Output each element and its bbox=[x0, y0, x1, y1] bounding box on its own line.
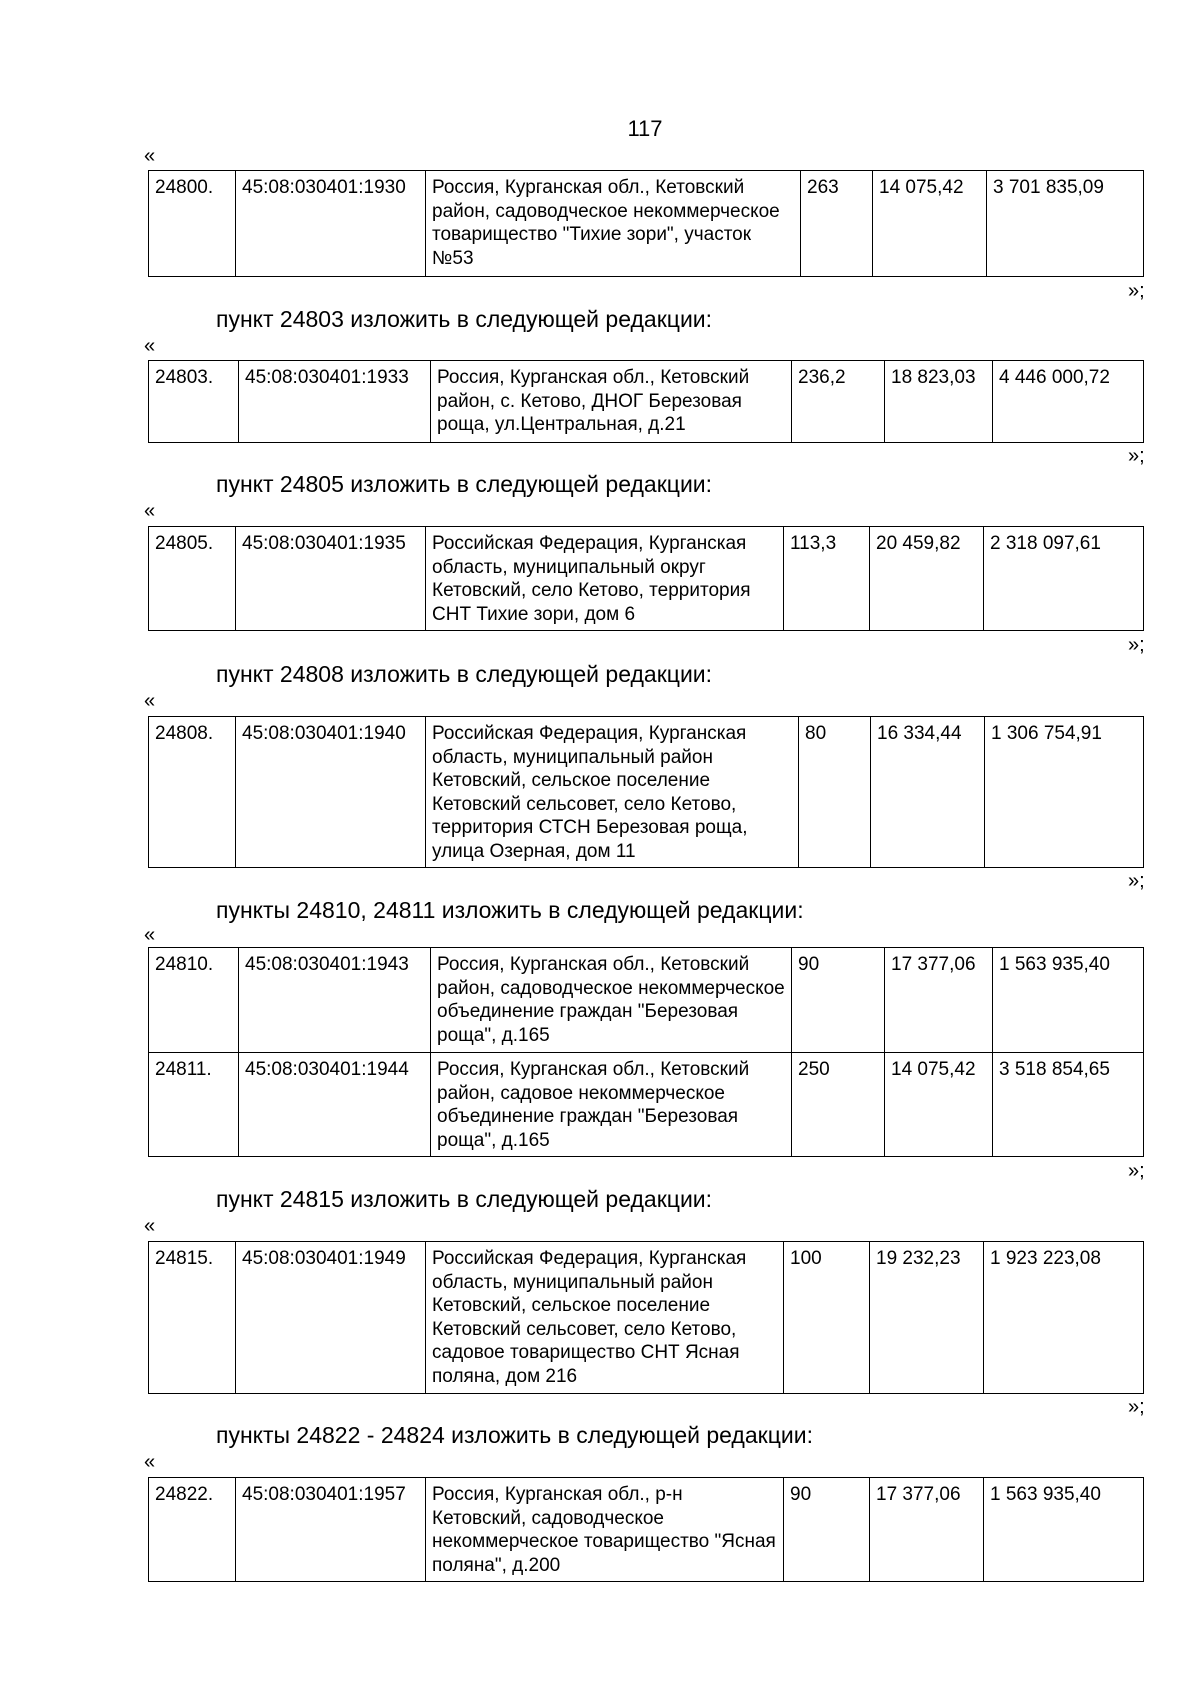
amendment-heading: пункт 24808 изложить в следующей редакции: bbox=[216, 661, 713, 687]
amendment-heading: пункты 24822 - 24824 изложить в следующей редакции: bbox=[216, 1422, 813, 1448]
item-number: 24810. bbox=[149, 948, 239, 1053]
rate: 16 334,44 bbox=[871, 717, 985, 868]
address: Россия, Курганская обл., р-н Кетовский, садоводческое некоммерческое товарищество "Ясная поляна", д.200 bbox=[426, 1478, 784, 1582]
item-number: 24822. bbox=[149, 1478, 236, 1582]
cadastral-number: 45:08:030401:1935 bbox=[236, 527, 426, 631]
address: Россия, Курганская обл., Кетовский район, садоводческое некоммерческое объединение граждан "Березовая роща", д.165 bbox=[431, 948, 792, 1053]
record-table bbox=[148, 360, 1144, 443]
table-row bbox=[149, 717, 1144, 868]
amendment-heading: пункт 24805 изложить в следующей редакции: bbox=[216, 471, 713, 497]
address: Российская Федерация, Курганская область, муниципальный район Кетовский, сельское поселение Кетовский сельсовет, село Кетово, территория СТСН Березовая роща, улица Озерная, дом 11 bbox=[426, 717, 799, 868]
cadastral-value: 1 563 935,40 bbox=[984, 1478, 1144, 1582]
open-quote: « bbox=[144, 335, 156, 357]
record-table bbox=[148, 716, 1144, 868]
amendment-heading: пункт 24803 изложить в следующей редакции: bbox=[216, 306, 713, 332]
table-row bbox=[149, 1053, 1144, 1157]
cadastral-number: 45:08:030401:1949 bbox=[236, 1242, 426, 1394]
rate: 17 377,06 bbox=[870, 1478, 984, 1582]
rate: 17 377,06 bbox=[885, 948, 993, 1053]
address: Россия, Курганская обл., Кетовский район, садовое некоммерческое объединение граждан "Березовая роща", д.165 bbox=[431, 1053, 792, 1157]
cadastral-number: 45:08:030401:1957 bbox=[236, 1478, 426, 1582]
cadastral-value: 3 518 854,65 bbox=[993, 1053, 1144, 1157]
close-quote: »; bbox=[1128, 634, 1145, 656]
open-quote: « bbox=[144, 1215, 156, 1237]
rate: 19 232,23 bbox=[870, 1242, 984, 1394]
open-quote: « bbox=[144, 924, 156, 946]
area: 236,2 bbox=[792, 361, 885, 443]
cadastral-number: 45:08:030401:1944 bbox=[239, 1053, 431, 1157]
page-number: 117 bbox=[627, 116, 663, 141]
record-table bbox=[148, 947, 1144, 1157]
open-quote: « bbox=[144, 1451, 156, 1473]
cadastral-value: 3 701 835,09 bbox=[987, 171, 1144, 277]
record-table bbox=[148, 526, 1144, 631]
rate: 20 459,82 bbox=[870, 527, 984, 631]
cadastral-number: 45:08:030401:1933 bbox=[239, 361, 431, 443]
item-number: 24805. bbox=[149, 527, 236, 631]
rate: 14 075,42 bbox=[873, 171, 987, 277]
address: Россия, Курганская обл., Кетовский район, с. Кетово, ДНОГ Березовая роща, ул.Центральная, д.21 bbox=[431, 361, 792, 443]
open-quote: « bbox=[144, 145, 156, 167]
item-number: 24815. bbox=[149, 1242, 236, 1394]
cadastral-value: 4 446 000,72 bbox=[993, 361, 1144, 443]
table-row bbox=[149, 171, 1144, 277]
close-quote: »; bbox=[1128, 445, 1145, 467]
area: 263 bbox=[801, 171, 873, 277]
cadastral-value: 1 563 935,40 bbox=[993, 948, 1144, 1053]
item-number: 24808. bbox=[149, 717, 236, 868]
table-row bbox=[149, 527, 1144, 631]
area: 90 bbox=[792, 948, 885, 1053]
item-number: 24803. bbox=[149, 361, 239, 443]
cadastral-value: 1 923 223,08 bbox=[984, 1242, 1144, 1394]
table-row bbox=[149, 361, 1144, 443]
close-quote: »; bbox=[1128, 870, 1145, 892]
address: Российская Федерация, Курганская область, муниципальный округ Кетовский, село Кетово, территория СНТ Тихие зори, дом 6 bbox=[426, 527, 784, 631]
amendment-heading: пункт 24815 изложить в следующей редакции: bbox=[216, 1186, 713, 1212]
table-row bbox=[149, 1478, 1144, 1582]
area: 100 bbox=[784, 1242, 870, 1394]
open-quote: « bbox=[144, 690, 156, 712]
area: 80 bbox=[799, 717, 871, 868]
area: 250 bbox=[792, 1053, 885, 1157]
close-quote: »; bbox=[1128, 1396, 1145, 1418]
close-quote: »; bbox=[1128, 280, 1145, 302]
item-number: 24800. bbox=[149, 171, 236, 277]
item-number: 24811. bbox=[149, 1053, 239, 1157]
table-row bbox=[149, 948, 1144, 1053]
open-quote: « bbox=[144, 500, 156, 522]
record-table bbox=[148, 1477, 1144, 1582]
address: Россия, Курганская обл., Кетовский район, садоводческое некоммерческое товарищество "Тихие зори", участок №53 bbox=[426, 171, 801, 277]
rate: 14 075,42 bbox=[885, 1053, 993, 1157]
cadastral-value: 2 318 097,61 bbox=[984, 527, 1144, 631]
cadastral-number: 45:08:030401:1943 bbox=[239, 948, 431, 1053]
address: Российская Федерация, Курганская область, муниципальный район Кетовский, сельское поселение Кетовский сельсовет, село Кетово, садовое товарищество СНТ Ясная поляна, дом 216 bbox=[426, 1242, 784, 1394]
amendment-heading: пункты 24810, 24811 изложить в следующей редакции: bbox=[216, 897, 804, 923]
rate: 18 823,03 bbox=[885, 361, 993, 443]
area: 113,3 bbox=[784, 527, 870, 631]
table-row bbox=[149, 1242, 1144, 1394]
close-quote: »; bbox=[1128, 1160, 1145, 1182]
cadastral-value: 1 306 754,91 bbox=[985, 717, 1144, 868]
record-table bbox=[148, 170, 1144, 277]
cadastral-number: 45:08:030401:1940 bbox=[236, 717, 426, 868]
record-table bbox=[148, 1241, 1144, 1394]
area: 90 bbox=[784, 1478, 870, 1582]
cadastral-number: 45:08:030401:1930 bbox=[236, 171, 426, 277]
